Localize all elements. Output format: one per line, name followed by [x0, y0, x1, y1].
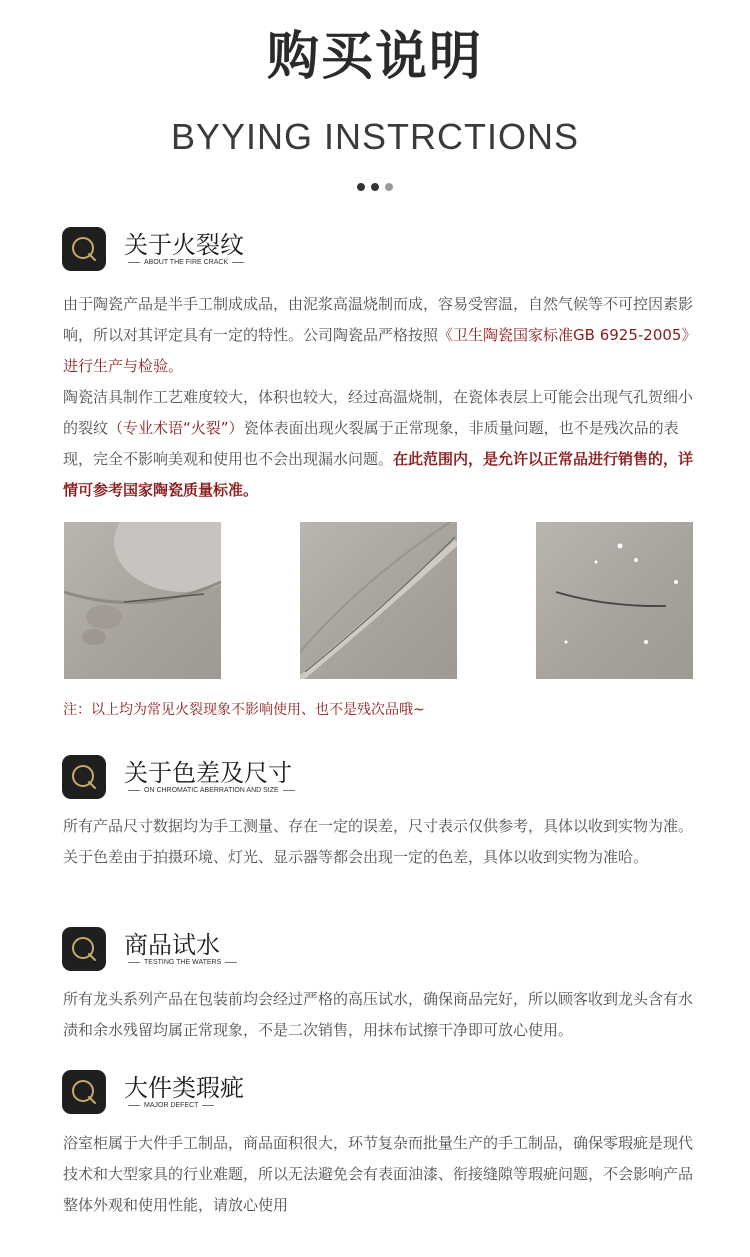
dot	[357, 183, 365, 191]
term-highlight: （专业术语“火裂”）	[108, 419, 244, 437]
dot	[371, 183, 379, 191]
crack-note: 注：以上均为常见火裂现象不影响使用、也不是残次品哦~	[63, 702, 425, 718]
section-title: 大件类瑕疵	[124, 1074, 244, 1102]
policy-highlight: 在此范围内，是允许以正常品进行销售的，详情可参考国家陶瓷质量标准。	[63, 450, 694, 499]
paragraph-text: 瓷体表面出现火裂属于正常现象，非质量问题，也不是残次品的表现，完全不影响美观和使用也不会出现漏水问题。	[63, 419, 679, 468]
section-title: 关于色差及尺寸	[124, 759, 292, 787]
section-text-major-defect: 浴室柜属于大件手工制品，商品面积很大，环节复杂而批量生产的手工制品，确保零瑕疵是现代技术和大型家具的行业难题，所以无法避免会有表面油漆、衔接缝隙等瑕疵问题，不会影响产品整体外观和使用性能，请放心使用	[63, 1134, 694, 1214]
search-icon	[62, 227, 106, 271]
section-title: 关于火裂纹	[124, 231, 244, 259]
section-header-major-defect	[62, 1070, 362, 1120]
crack-photo-2	[300, 522, 457, 679]
section-text-fire-crack	[63, 289, 703, 506]
search-icon	[62, 927, 106, 971]
page-title: 购买说明	[266, 27, 483, 87]
section-header-color-size	[62, 755, 362, 805]
section-header-water-test	[62, 927, 362, 977]
page-subtitle: BYYING INSTRCTIONS	[170, 116, 580, 157]
search-icon	[62, 1070, 106, 1114]
section-subtitle-en: TESTING THE WATERS	[124, 959, 241, 966]
crack-photo-1	[64, 522, 221, 679]
section-header-fire-crack	[62, 227, 362, 277]
section-subtitle-en: ON CHROMATIC ABERRATION AND SIZE	[124, 787, 299, 794]
dot	[385, 183, 393, 191]
paragraph-text: 由于陶瓷产品是半手工制成成品，由泥浆高温烧制而成，容易受窖温，自然气候等不可控因素影响，所以对其评定具有一定的特性。公司陶瓷品严格按照	[63, 295, 694, 344]
section-text-water-test: 所有龙头系列产品在包装前均会经过严格的高压试水，确保商品完好，所以顾客收到龙头含有水渍和余水残留均属正常现象，不是二次销售，用抹布试擦干净即可放心使用。	[63, 990, 694, 1039]
section-text-color-size: 所有产品尺寸数据均为手工测量、存在一定的误差，尺寸表示仅供参考，具体以收到实物为准。关于色差由于拍摄环境、灯光、显示器等都会出现一定的色差，具体以收到实物为准哈。	[63, 817, 694, 866]
section-title: 商品试水	[124, 931, 220, 959]
section-subtitle-en: ABOUT THE FIRE CRACK	[124, 259, 248, 266]
standard-reference: 《卫生陶瓷国家标准GB 6925-2005》进行生产与检验。	[63, 326, 697, 375]
section-subtitle-en: MAJOR DEFECT	[124, 1102, 218, 1109]
pagination-dots	[0, 176, 750, 195]
crack-photo-3	[536, 522, 693, 679]
search-icon	[62, 755, 106, 799]
paragraph-text: 陶瓷洁具制作工艺难度较大，体积也较大，经过高温烧制，在瓷体表层上可能会出现气孔贺细小的裂纹	[63, 388, 694, 437]
